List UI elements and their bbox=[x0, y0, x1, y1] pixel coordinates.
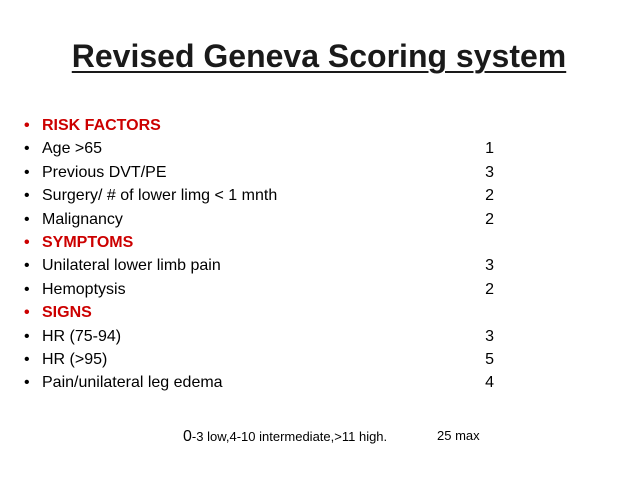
item-label: Previous DVT/PE bbox=[42, 163, 167, 181]
item-label: Surgery/ # of lower limg < 1 mnth bbox=[42, 187, 278, 205]
list-item-hr-95 bbox=[24, 348, 504, 371]
bullet-icon: • bbox=[24, 233, 30, 251]
bullet-icon: • bbox=[24, 210, 30, 228]
list-item-limb-pain bbox=[24, 254, 504, 277]
bullet-icon: • bbox=[24, 117, 30, 134]
bullet-icon: • bbox=[24, 140, 30, 158]
bullet-icon: • bbox=[24, 280, 30, 298]
item-score: 1 bbox=[485, 140, 494, 158]
interpretation-text: -3 low,4-10 intermediate,>11 high. bbox=[191, 429, 388, 444]
item-score: 3 bbox=[485, 163, 494, 181]
bullet-icon: • bbox=[24, 187, 30, 205]
list-heading-symptoms bbox=[24, 231, 504, 254]
bullet-icon: • bbox=[24, 374, 30, 392]
max-score: 25 max bbox=[437, 428, 480, 443]
item-label: Age >65 bbox=[42, 140, 103, 158]
item-score: 2 bbox=[485, 210, 494, 228]
bullet-icon: • bbox=[24, 350, 30, 368]
heading-label: RISK FACTORS bbox=[42, 117, 161, 134]
score-interpretation bbox=[183, 428, 387, 446]
item-score: 2 bbox=[485, 280, 494, 298]
bullet-icon: • bbox=[24, 163, 30, 181]
item-label: Malignancy bbox=[42, 210, 123, 228]
heading-label: SIGNS bbox=[42, 304, 92, 322]
list-item-age bbox=[24, 137, 504, 160]
list-item-hemoptysis bbox=[24, 278, 504, 301]
item-score: 3 bbox=[485, 327, 494, 345]
scoring-list bbox=[24, 114, 504, 395]
bullet-icon: • bbox=[24, 257, 30, 275]
heading-label: SYMPTOMS bbox=[42, 233, 134, 251]
item-label: Unilateral lower limb pain bbox=[42, 257, 221, 275]
interpretation-first-digit: 0 bbox=[183, 428, 192, 445]
bullet-icon: • bbox=[24, 327, 30, 345]
item-score: 5 bbox=[485, 350, 494, 368]
slide-title: Revised Geneva Scoring system bbox=[71, 38, 567, 74]
list-item-surgery bbox=[24, 184, 504, 207]
list-item-malignancy bbox=[24, 208, 504, 231]
list-item-hr-75-94 bbox=[24, 325, 504, 348]
bullet-icon: • bbox=[24, 304, 30, 322]
item-label: HR (>95) bbox=[42, 350, 108, 368]
list-heading-signs bbox=[24, 301, 504, 324]
item-label: HR (75-94) bbox=[42, 327, 122, 345]
item-score: 2 bbox=[485, 187, 494, 205]
list-item-previous-dvt bbox=[24, 161, 504, 184]
item-score: 4 bbox=[485, 374, 494, 392]
list-item-leg-edema bbox=[24, 371, 504, 394]
item-score: 3 bbox=[485, 257, 494, 275]
item-label: Pain/unilateral leg edema bbox=[42, 374, 223, 392]
list-heading-risk-factors bbox=[24, 114, 504, 137]
item-label: Hemoptysis bbox=[42, 280, 126, 298]
